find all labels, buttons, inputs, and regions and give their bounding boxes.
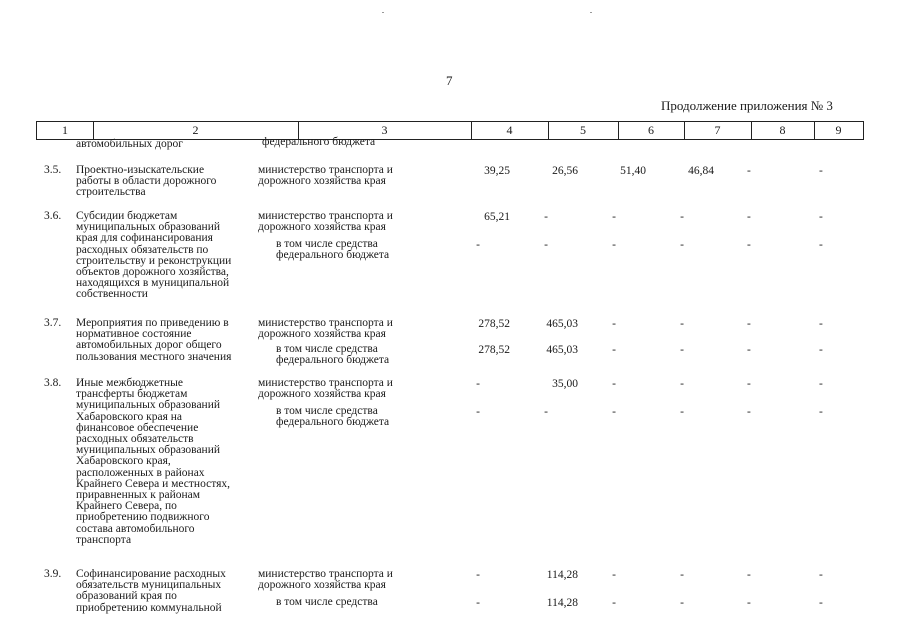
value-dash: -	[819, 165, 823, 177]
row-name-line: муниципальных образований	[76, 399, 221, 412]
row-name-line: расходных обязательств	[76, 433, 194, 445]
row-executor-line: дорожного хозяйства края	[258, 221, 386, 234]
value-dash: -	[747, 165, 751, 177]
value-dash: -	[612, 318, 616, 330]
row-executor-line: дорожного хозяйства края	[258, 328, 386, 341]
row-name-line: собственности	[76, 288, 148, 301]
value-cell: 39,25	[484, 165, 510, 177]
value-dash: -	[612, 239, 616, 251]
row-number: 3.8.	[44, 377, 62, 389]
value-dash: -	[612, 344, 616, 356]
value-cell: 465,03	[546, 318, 578, 330]
row-name-line: муниципальных образований	[76, 444, 221, 457]
value-dash: -	[680, 597, 684, 609]
row-executor-line: министерство транспорта и	[258, 317, 393, 329]
value-dash: -	[544, 406, 548, 418]
value-dash: -	[612, 378, 616, 390]
value-dash: -	[476, 406, 480, 418]
row-name-line: Иные межбюджетные	[76, 377, 183, 389]
value-cell: 114,28	[546, 597, 578, 609]
row-sub-executor-line: в том числе средства	[276, 238, 378, 250]
row-name-line: работы в области дорожного	[76, 175, 217, 188]
value-cell: 51,40	[620, 165, 646, 177]
value-dash: -	[680, 406, 684, 418]
row-sub-executor-line: в том числе средства	[276, 405, 378, 417]
row-executor-line: министерство транспорта и	[258, 210, 393, 222]
header-col-5: 5	[580, 123, 586, 137]
row-number: 3.5.	[44, 164, 62, 176]
value-dash: -	[476, 569, 480, 581]
header-col-6: 6	[648, 123, 654, 137]
value-dash: -	[612, 569, 616, 581]
value-dash: -	[680, 569, 684, 581]
value-dash: -	[819, 569, 823, 581]
value-cell: 46,84	[688, 165, 714, 177]
row-number: 3.9.	[44, 568, 62, 580]
value-dash: -	[680, 211, 684, 223]
value-dash: -	[819, 378, 823, 390]
row-executor-line: дорожного хозяйства края	[258, 175, 386, 188]
header-col-2: 2	[192, 123, 199, 137]
row-name-line: края для софинансирования	[76, 232, 213, 245]
row-name-line: Софинансирование расходных	[76, 568, 226, 580]
value-dash: -	[747, 318, 751, 330]
value-dash: -	[476, 597, 480, 609]
row-name-line: трансферты бюджетам	[76, 388, 188, 401]
row-name-line: обязательств муниципальных	[76, 579, 222, 592]
row-sub-executor-line: федерального бюджета	[276, 354, 390, 367]
row-name-line: строительства	[76, 186, 146, 199]
value-dash: -	[747, 344, 751, 356]
row-name-line: нормативное состояние	[76, 328, 192, 341]
row-name-line: расходных обязательств по	[76, 243, 209, 256]
value-dash: -	[612, 211, 616, 223]
row-name-line: Хабаровского края,	[76, 455, 171, 468]
continuation-label: Продолжение приложения № 3	[661, 98, 833, 113]
row-name-line: расположенных в районах	[76, 466, 205, 479]
row-name-line: Крайнего Севера, по	[76, 500, 177, 513]
row-name-line: приобретению коммунальной	[76, 601, 222, 614]
row-number: 3.6.	[44, 210, 62, 222]
value-dash: -	[747, 239, 751, 251]
value-cell: 26,56	[552, 165, 578, 177]
header-col-8: 8	[779, 123, 786, 137]
row-name-line: приобретению подвижного	[76, 511, 210, 524]
page-number: 7	[446, 73, 453, 88]
row-name-line: приравненных к районам	[76, 489, 201, 501]
row-name-line: Крайнего Севера и местностях,	[76, 477, 231, 490]
value-dash: -	[612, 406, 616, 418]
row-name-line: Хабаровского края на	[76, 410, 183, 423]
row-executor-line: дорожного хозяйства края	[258, 579, 386, 592]
row-name-line: состава автомобильного	[76, 522, 195, 535]
header-col-9: 9	[835, 123, 842, 137]
row-sub-executor-line: федерального бюджета	[276, 249, 390, 262]
row-name-line: транспорта	[76, 533, 132, 546]
value-dash: -	[819, 597, 823, 609]
row-name-line: пользования местного значения	[76, 350, 232, 363]
row-name-line: муниципальных образований	[76, 221, 221, 234]
row-executor-line: министерство транспорта и	[258, 377, 393, 389]
row-name-line: образований края по	[76, 590, 177, 603]
header-col-4: 4	[506, 123, 513, 137]
value-dash: -	[680, 318, 684, 330]
value-dash: -	[819, 406, 823, 418]
value-dash: -	[747, 406, 751, 418]
value-cell: 278,52	[478, 344, 510, 356]
header-col-7: 7	[714, 123, 721, 137]
carryover-name: автомобильных дорог	[76, 138, 183, 150]
value-dash: -	[544, 211, 548, 223]
value-dash: -	[747, 378, 751, 390]
value-cell: 114,28	[546, 569, 578, 581]
row-executor-line: дорожного хозяйства края	[258, 388, 386, 401]
value-dash: -	[747, 569, 751, 581]
carryover-executor: федерального бюджета	[262, 136, 376, 148]
value-dash: -	[476, 239, 480, 251]
value-dash: -	[680, 378, 684, 390]
row-name-line: находящихся в муниципальной	[76, 277, 230, 290]
row-sub-executor-line: в том числе средства	[276, 343, 378, 355]
value-dash: -	[747, 597, 751, 609]
row-executor-line: министерство транспорта и	[258, 164, 393, 176]
value-cell: 65,21	[484, 211, 510, 223]
value-dash: -	[544, 239, 548, 251]
value-dash: -	[476, 378, 480, 390]
value-dash: -	[819, 344, 823, 356]
value-dash: -	[819, 211, 823, 223]
row-number: 3.7.	[44, 317, 62, 329]
value-dash: -	[819, 318, 823, 330]
row-name-line: Проектно-изыскательские	[76, 164, 205, 176]
value-dash: -	[819, 239, 823, 251]
header-col-1: 1	[62, 123, 68, 137]
row-name-line: строительству и реконструкции	[76, 254, 232, 267]
value-cell: 278,52	[478, 318, 510, 330]
value-dash: -	[747, 211, 751, 223]
row-executor-line: министерство транспорта и	[258, 568, 393, 580]
row-name-line: финансовое обеспечение	[76, 421, 199, 434]
row-name-line: автомобильных дорог общего	[76, 339, 222, 352]
value-dash: -	[612, 597, 616, 609]
value-cell: 35,00	[552, 378, 578, 390]
value-cell: 465,03	[546, 344, 578, 356]
row-sub-executor-line: в том числе средства	[276, 596, 378, 608]
value-dash: -	[680, 344, 684, 356]
row-name-line: объектов дорожного хозяйства,	[76, 266, 229, 278]
value-dash: -	[680, 239, 684, 251]
row-name-line: Мероприятия по приведению в	[76, 317, 229, 329]
row-name-line: Субсидии бюджетам	[76, 210, 178, 222]
row-sub-executor-line: федерального бюджета	[276, 416, 390, 429]
header-col-3: 3	[381, 123, 388, 137]
